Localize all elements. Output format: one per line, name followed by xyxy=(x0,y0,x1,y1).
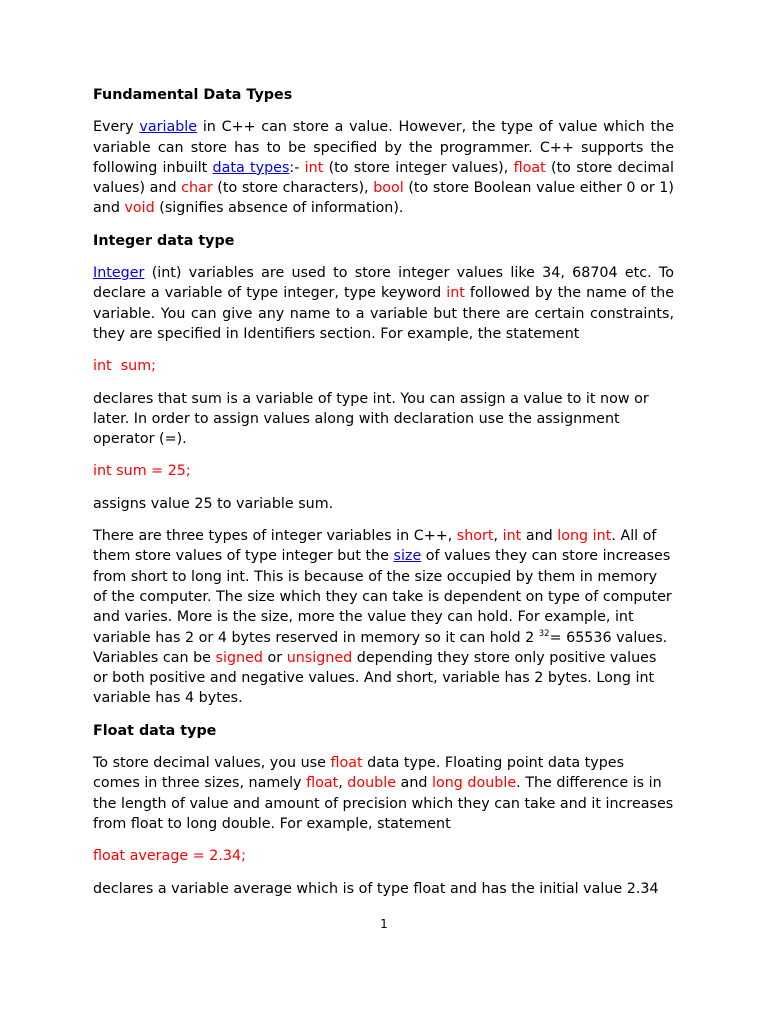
text-run: , xyxy=(493,528,503,545)
text-run: (to store integer values), xyxy=(323,159,514,176)
paragraph-integer-types xyxy=(93,526,674,709)
link-data-types[interactable]: data types xyxy=(212,159,290,176)
document-body xyxy=(93,85,674,911)
keyword-long-double: long double xyxy=(432,775,517,792)
code-line-float-average: float average = 2.34; xyxy=(93,848,246,865)
keyword-float: float xyxy=(513,159,546,176)
text-run: = 65536 values. Variables can be xyxy=(93,629,668,666)
text-run: (signifies absence of information). xyxy=(154,200,404,217)
text-run: depending they store only positive values or both positive and negative values. And short, variable has 2 bytes. Long int variable has 4 bytes. xyxy=(93,649,657,707)
link-variable[interactable]: variable xyxy=(139,119,198,136)
text-run: and xyxy=(396,775,433,792)
link-integer[interactable]: Integer xyxy=(93,265,145,282)
text-run: There are three types of integer variables in C++, xyxy=(93,528,457,545)
paragraph-fundamental-intro xyxy=(93,117,674,218)
text-run: . The difference is in the length of value and amount of precision which they can take and it increases from float to long double. For example, statement xyxy=(93,775,674,832)
keyword-void: void xyxy=(124,200,155,217)
code-line-int-sum: int sum; xyxy=(93,358,156,375)
keyword-char: char xyxy=(181,180,213,197)
text-run: (to store characters), xyxy=(212,180,374,197)
text-run: (to store Boolean value either 0 or 1) and xyxy=(93,180,674,217)
paragraph-integer-intro xyxy=(93,263,674,344)
paragraph-declares-average: declares a variable average which is of type float and has the initial value 2.34 xyxy=(93,880,659,897)
keyword-int: int xyxy=(304,159,324,176)
text-run: :- xyxy=(289,159,305,176)
paragraph-declares-sum: declares that sum is a variable of type int. You can assign a value to it now or later. In order to assign values along with declaration use the assignment operator (=). xyxy=(93,390,649,448)
paragraph-assigns-value: assigns value 25 to variable sum. xyxy=(93,495,334,512)
section-heading-fundamental: Fundamental Data Types xyxy=(93,87,293,103)
section-heading-integer: Integer data type xyxy=(93,232,235,249)
text-run: followed by the name of the variable. You can give any name to a variable but there are certain constraints, they are specified in Identifiers section. For example, the statement xyxy=(93,285,675,342)
keyword-float: float xyxy=(330,755,363,772)
text-run: , xyxy=(338,775,348,792)
link-size[interactable]: size xyxy=(393,548,422,565)
code-line-int-sum-assign: int sum = 25; xyxy=(93,463,191,480)
text-run: (int) variables are used to store integer values like 34, 68704 etc. To declare a variable of type integer, type keyword xyxy=(93,265,674,302)
text-run: and xyxy=(521,528,558,545)
text-run: or xyxy=(262,649,287,666)
text-run: (to store decimal values) and xyxy=(93,159,674,197)
keyword-int: int xyxy=(502,528,522,545)
text-run: Every xyxy=(93,119,140,136)
section-heading-float: Float data type xyxy=(93,722,217,739)
keyword-int: int xyxy=(446,285,465,302)
paragraph-float-intro xyxy=(93,753,674,834)
keyword-short: short xyxy=(456,528,494,545)
text-run: of values they can store increases from short to long int. This is because of the size occupied by them in memory of the computer. The size which they can take is dependent on type of computer and varies. More is the size, more the value they can hold. For example, int variable has 2 or 4 bytes reserved in memory so it can hold 2 xyxy=(93,548,672,646)
keyword-long-int: long int xyxy=(557,528,612,545)
keyword-unsigned: unsigned xyxy=(286,649,353,666)
keyword-double: double xyxy=(347,775,397,792)
text-run: . All of them store values of type integer but the xyxy=(93,528,657,565)
keyword-float: float xyxy=(306,775,339,792)
text-run: data type. Floating point data types comes in three sizes, namely xyxy=(93,755,625,792)
page-number: 1 xyxy=(380,917,388,931)
text-run: To store decimal values, you use xyxy=(93,755,331,772)
keyword-signed: signed xyxy=(215,649,263,666)
superscript-exponent: 32 xyxy=(538,628,550,639)
text-run: in C++ can store a value. However, the type of value which the variable can store has to be specified by the programmer. C++ supports the following inbuilt xyxy=(93,119,674,176)
keyword-bool: bool xyxy=(373,180,404,197)
